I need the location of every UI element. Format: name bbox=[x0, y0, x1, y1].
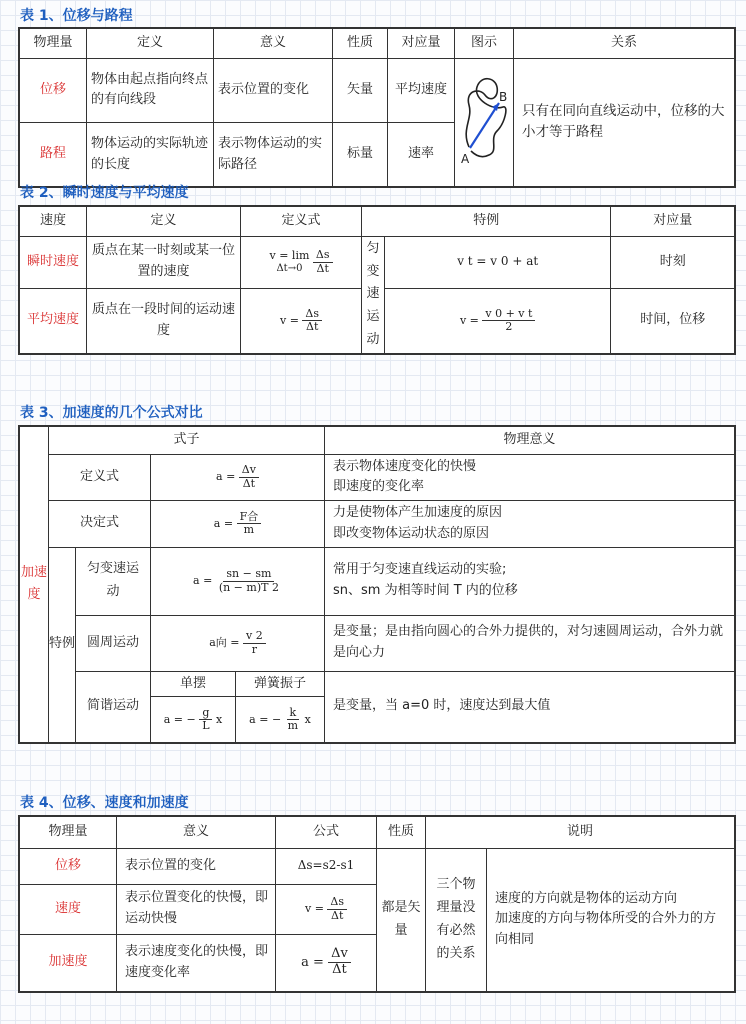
formula-num: g bbox=[199, 707, 212, 721]
formula-den: Δt bbox=[331, 908, 344, 922]
t2-row-special: v t = v 0 + at bbox=[385, 236, 611, 288]
formula-lhs: a = bbox=[193, 574, 213, 588]
t2-header: 速度 bbox=[19, 206, 87, 236]
t1-header: 定义 bbox=[87, 28, 214, 58]
meaning-line: 表示物体速度变化的快慢 bbox=[333, 458, 477, 474]
t3-row-name: 决定式 bbox=[49, 501, 151, 548]
table1-title: 表 1、位移与路程 bbox=[20, 8, 133, 24]
t4-row-formula bbox=[276, 884, 377, 934]
t4-row-formula: Δs=s2-s1 bbox=[276, 848, 377, 884]
t4-header: 说明 bbox=[426, 816, 736, 848]
t2-row-name: 瞬时速度 bbox=[19, 236, 87, 288]
t1-header: 物理量 bbox=[19, 28, 87, 58]
t3-special-label: 特例 bbox=[49, 547, 76, 743]
formula-num: Δs bbox=[313, 249, 333, 263]
table3 bbox=[18, 425, 736, 744]
formula-num: Δs bbox=[327, 896, 347, 910]
formula-lhs: a = − bbox=[249, 712, 282, 726]
t3-row-name: 简谐运动 bbox=[76, 671, 151, 743]
t2-header: 对应量 bbox=[611, 206, 735, 236]
t2-row-def: 质点在某一时刻或某一位置的速度 bbox=[87, 236, 241, 288]
t3-row-name: 定义式 bbox=[49, 454, 151, 501]
table4-title: 表 4、位移、速度和加速度 bbox=[20, 795, 189, 811]
t1-header: 性质 bbox=[333, 28, 388, 58]
t3-shm-col: 弹簧振子 bbox=[236, 671, 325, 697]
formula-den: m bbox=[243, 523, 255, 537]
table2 bbox=[18, 205, 736, 355]
table2-title: 表 2、瞬时速度与平均速度 bbox=[20, 185, 189, 201]
point-b-label: B bbox=[499, 89, 508, 104]
formula-lhs: v = bbox=[279, 313, 299, 327]
formula-num: Δs bbox=[302, 308, 322, 322]
t4-row-name: 加速度 bbox=[19, 934, 117, 992]
t1-figure-cell bbox=[455, 58, 514, 187]
t1-row-name: 路程 bbox=[19, 123, 87, 188]
formula-den: Δt bbox=[306, 320, 319, 334]
meaning-line: 力是使物体产生加速度的原因 bbox=[333, 505, 503, 521]
formula-lhs: a = − bbox=[163, 712, 196, 726]
formula-rhs: x bbox=[216, 712, 223, 726]
t3-row-formula bbox=[151, 615, 325, 671]
t3-row-formula bbox=[151, 454, 325, 501]
t2-row-name: 平均速度 bbox=[19, 288, 87, 354]
t1-row-def: 物体由起点指向终点的有向线段 bbox=[87, 58, 214, 123]
t2-row-def: 质点在一段时间的运动速度 bbox=[87, 288, 241, 354]
t1-header: 对应量 bbox=[388, 28, 455, 58]
formula-num: Δv bbox=[239, 464, 259, 478]
formula-den: (n − m)T 2 bbox=[218, 580, 279, 594]
t2-header: 特例 bbox=[362, 206, 611, 236]
t3-shm-formula bbox=[236, 697, 325, 743]
t2-row-formula bbox=[241, 236, 362, 288]
t3-side-label: 加速度 bbox=[19, 426, 49, 743]
t3-row-meaning bbox=[325, 547, 736, 615]
t3-shm-meaning: 是变量，当 a=0 时，速度达到最大值 bbox=[325, 671, 736, 743]
t4-header: 意义 bbox=[117, 816, 276, 848]
formula-den: Δt bbox=[242, 476, 256, 490]
t3-shm-formula bbox=[151, 697, 236, 743]
meaning-line: 即速度的变化率 bbox=[333, 479, 425, 495]
t2-row-corr: 时间，位移 bbox=[611, 288, 735, 354]
formula-num: F合 bbox=[237, 511, 262, 525]
formula-den: Δt bbox=[316, 261, 329, 275]
table3-title: 表 3、加速度的几个公式对比 bbox=[20, 405, 203, 421]
formula-num: v 0 + v t bbox=[482, 308, 535, 322]
t2-special-label: 匀变速运动 bbox=[362, 236, 385, 354]
t1-row-name: 位移 bbox=[19, 58, 87, 123]
formula-num: Δv bbox=[328, 947, 351, 963]
t3-row-formula bbox=[151, 501, 325, 548]
t2-row-formula bbox=[241, 288, 362, 354]
t1-row-nature: 标量 bbox=[333, 123, 388, 188]
formula-sub: Δt→0 bbox=[276, 262, 303, 274]
meaning-line: 即改变物体运动状态的原因 bbox=[333, 525, 490, 541]
t1-row-def: 物体运动的实际轨迹的长度 bbox=[87, 123, 214, 188]
t3-row-meaning: 是变量；是由指向圆心的合外力提供的，对匀速圆周运动，合外力就是向心力 bbox=[325, 615, 736, 671]
formula-lhs: a = bbox=[213, 516, 234, 530]
t1-row-nature: 矢量 bbox=[333, 58, 388, 123]
t3-header: 式子 bbox=[49, 426, 325, 454]
t4-note2: 速度的方向就是物体的运动方向 加速度的方向与物体所受的合外力的方向相同 bbox=[487, 848, 736, 992]
t2-header: 定义式 bbox=[241, 206, 362, 236]
t4-row-name: 速度 bbox=[19, 884, 117, 934]
t2-row-corr: 时刻 bbox=[611, 236, 735, 288]
formula-den: 2 bbox=[505, 320, 513, 334]
formula-lhs: v = lim bbox=[269, 249, 310, 263]
t4-row-meaning: 表示位置的变化 bbox=[117, 848, 276, 884]
t3-row-name: 匀变速运动 bbox=[76, 547, 151, 615]
t3-row-meaning bbox=[325, 454, 736, 501]
formula-num: sn − sm bbox=[223, 568, 274, 582]
formula-lhs: a = bbox=[216, 470, 236, 484]
t3-header: 物理意义 bbox=[325, 426, 736, 454]
formula-lhs: v = bbox=[304, 902, 324, 915]
t2-header: 定义 bbox=[87, 206, 241, 236]
meaning-line: 常用于匀变速直线运动的实验; bbox=[333, 562, 507, 578]
table1 bbox=[18, 27, 736, 188]
t3-row-name: 圆周运动 bbox=[76, 615, 151, 671]
formula-den: Δt bbox=[332, 962, 347, 978]
formula-den: L bbox=[202, 719, 210, 733]
t3-row-formula bbox=[151, 547, 325, 615]
point-a-label: A bbox=[461, 151, 470, 166]
formula-num: v 2 bbox=[243, 630, 266, 644]
t1-relation: 只有在同向直线运动中，位移的大小才等于路程 bbox=[514, 58, 736, 187]
displacement-path-figure bbox=[459, 59, 509, 179]
t4-row-meaning: 表示速度变化的快慢，即速度变化率 bbox=[117, 934, 276, 992]
t3-shm-col: 单摆 bbox=[151, 671, 236, 697]
formula-lhs: v = bbox=[459, 313, 479, 327]
t1-header: 关系 bbox=[514, 28, 736, 58]
t1-row-corr: 平均速度 bbox=[388, 58, 455, 123]
t4-header: 性质 bbox=[377, 816, 426, 848]
t4-row-meaning: 表示位置变化的快慢，即运动快慢 bbox=[117, 884, 276, 934]
t3-row-meaning bbox=[325, 501, 736, 548]
formula-den: m bbox=[287, 719, 299, 733]
t4-header: 物理量 bbox=[19, 816, 117, 848]
t2-row-special bbox=[385, 288, 611, 354]
t1-row-corr: 速率 bbox=[388, 123, 455, 188]
t1-row-meaning: 表示位置的变化 bbox=[214, 58, 333, 123]
t4-note1: 三个物理量没有必然的关系 bbox=[426, 848, 487, 992]
t1-row-meaning: 表示物体运动的实际路径 bbox=[214, 123, 333, 188]
formula-den: r bbox=[251, 642, 258, 656]
table4 bbox=[18, 815, 736, 993]
t4-header: 公式 bbox=[276, 816, 377, 848]
t4-row-formula bbox=[276, 934, 377, 992]
t1-header: 图示 bbox=[455, 28, 514, 58]
formula-rhs: x bbox=[304, 712, 311, 726]
meaning-line: sn、sm 为相等时间 T 内的位移 bbox=[333, 583, 518, 599]
formula-num: k bbox=[287, 707, 300, 721]
t1-header: 意义 bbox=[214, 28, 333, 58]
formula-lhs: a = bbox=[301, 955, 324, 971]
t4-nature: 都是矢量 bbox=[377, 848, 426, 992]
formula-lhs: a向 = bbox=[209, 636, 240, 650]
t4-row-name: 位移 bbox=[19, 848, 117, 884]
